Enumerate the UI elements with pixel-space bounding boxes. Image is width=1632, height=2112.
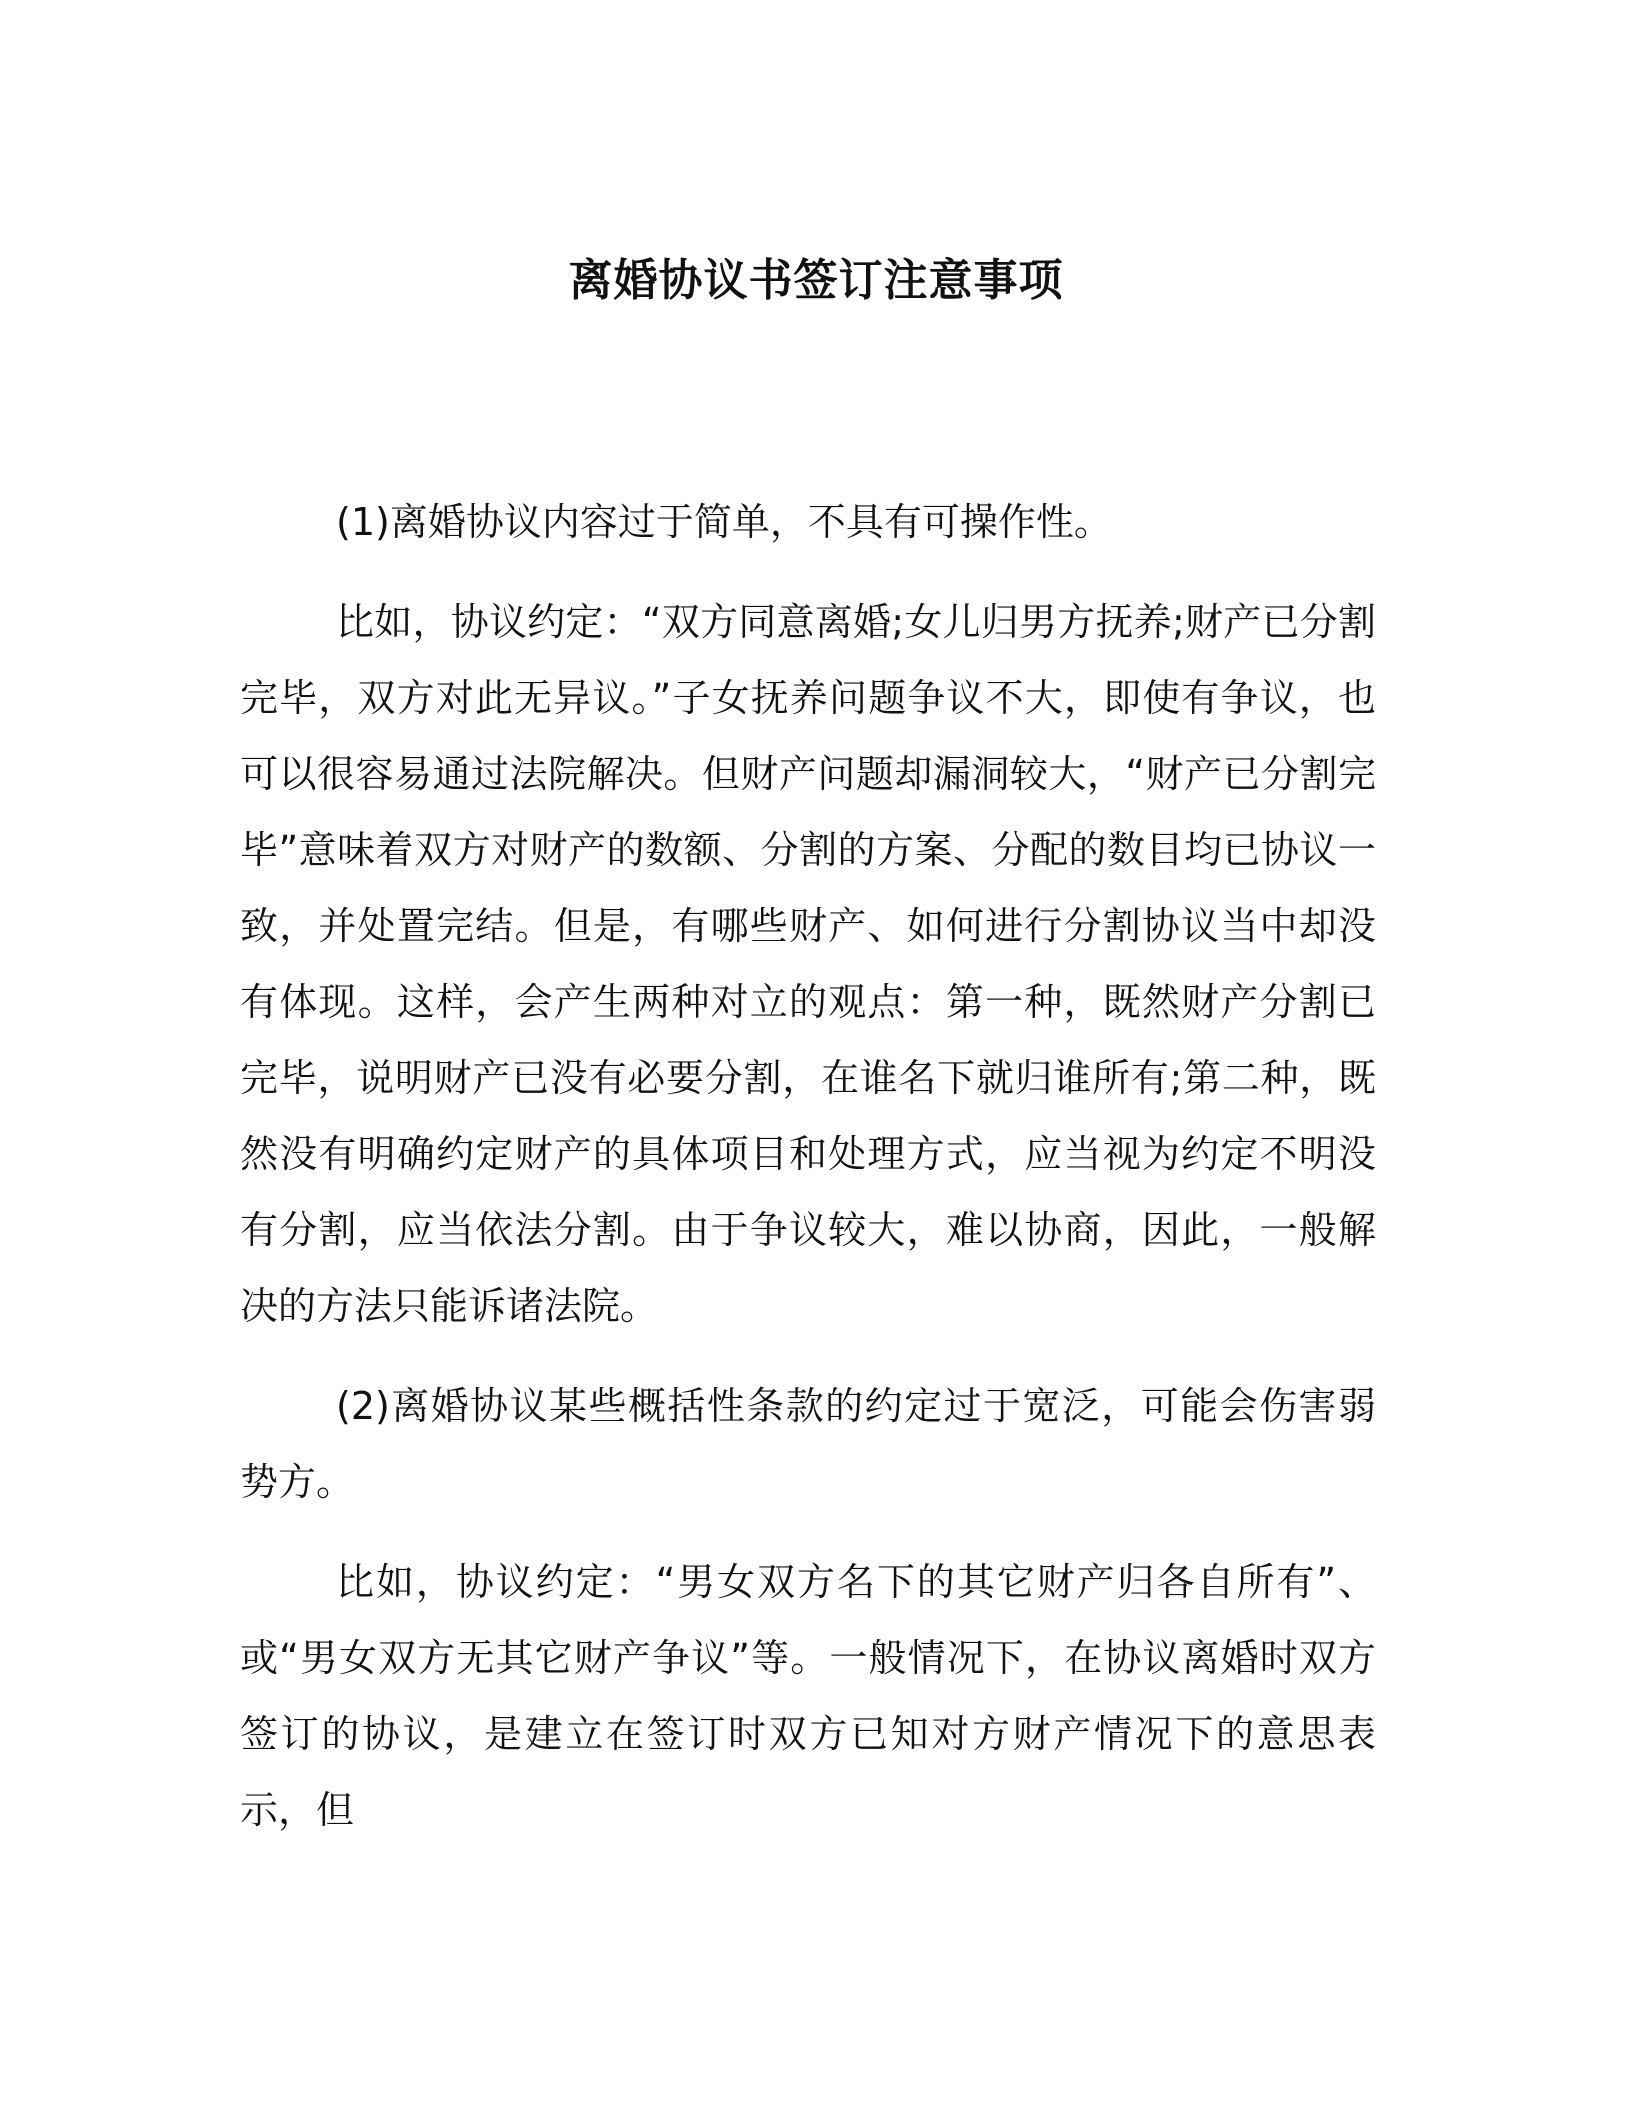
paragraph-1: (1)离婚协议内容过于简单，不具有可操作性。 — [336, 500, 1112, 544]
paragraph-3: (2)离婚协议某些概括性条款的约定过于宽泛，可能会伤害弱势方。 — [240, 1384, 1376, 1504]
paragraph-4: 比如，协议约定：“男女双方名下的其它财产归各自所有”、或“男女双方无其它财产争议”等。一般情况下，在协议离婚时双方签订的协议，是建立在签订时双方已知对方财产情况下的意思表示，但 — [240, 1560, 1376, 1832]
paragraph-2: 比如，协议约定：“双方同意离婚;女儿归男方抚养;财产已分割完毕，双方对此无异议。”子女抚养问题争议不大，即使有争议，也可以很容易通过法院解决。但财产问题却漏洞较大，“财产已分割完毕”意味着双方对财产的数额、分割的方案、分配的数目均已协议一致，并处置完结。但是，有哪些财产、如何进行分割协议当中却没有体现。这样，会产生两种对立的观点：第一种，既然财产分割已完毕，说明财产已没有必要分割，在谁名下就归谁所有;第二种，既然没有明确约定财产的具体项目和处理方式，应当视为约定不明没有分割，应当依法分割。由于争议较大，难以协商，因此，一般解决的方法只能诉诸法院。 — [240, 600, 1376, 1328]
document-body — [240, 484, 1376, 1872]
document-title: 离婚协议书签订注意事项 — [568, 255, 1064, 307]
